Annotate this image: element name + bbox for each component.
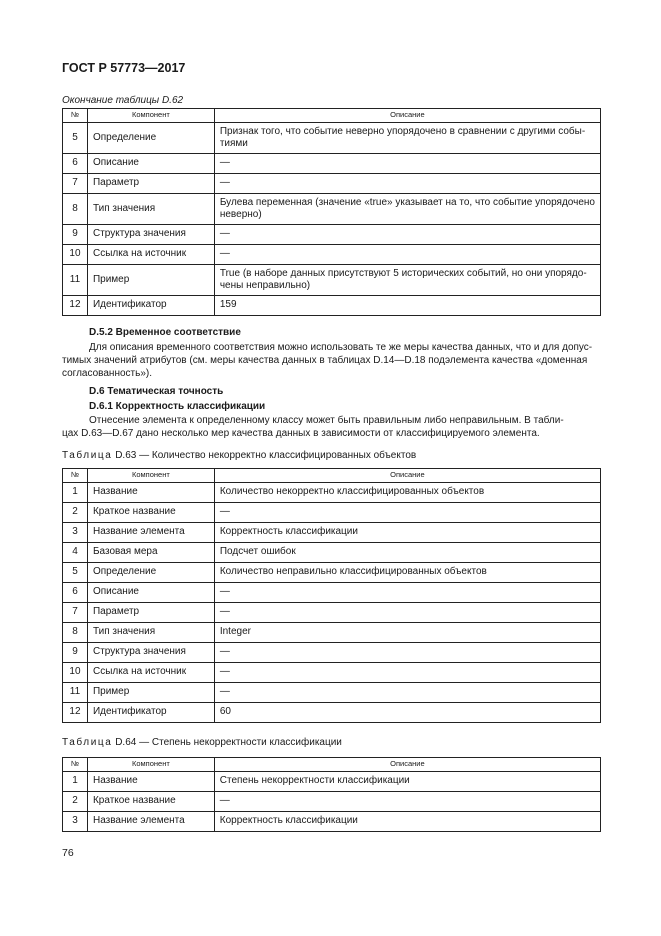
row-component: Пример: [87, 265, 214, 296]
document-header: ГОСТ Р 57773—2017: [62, 61, 186, 75]
table-row: [63, 503, 601, 523]
row-description: [214, 194, 600, 225]
row-number: 11: [63, 683, 88, 703]
row-number: 6: [63, 583, 88, 603]
row-description: —: [214, 792, 600, 812]
table-row: [63, 683, 601, 703]
row-component: Параметр: [87, 174, 214, 194]
row-component: Параметр: [87, 603, 214, 623]
row-description: 60: [214, 703, 600, 723]
row-description: Степень некорректности классификации: [214, 772, 600, 792]
row-component: Тип значения: [87, 623, 214, 643]
row-number: 5: [63, 123, 88, 154]
table3-caption: [62, 737, 342, 748]
row-number: 8: [63, 623, 88, 643]
row-component: Пример: [87, 683, 214, 703]
row-description: —: [214, 643, 600, 663]
row-number: 4: [63, 543, 88, 563]
table-row: [63, 523, 601, 543]
row-number: 3: [63, 523, 88, 543]
description-line: тиями: [219, 138, 248, 149]
row-description: —: [214, 683, 600, 703]
row-number: 6: [63, 154, 88, 174]
table-row: [63, 265, 601, 296]
description-line: True (в наборе данных присутствуют 5 исторических событий, но они упорядо-: [219, 267, 587, 279]
row-component: Тип значения: [87, 194, 214, 225]
row-number: 2: [63, 503, 88, 523]
row-description: 159: [214, 296, 600, 316]
row-description: Количество неправильно классифицированных объектов: [214, 563, 600, 583]
row-description: —: [214, 225, 600, 245]
row-component: Базовая мера: [87, 543, 214, 563]
page-number: 76: [62, 847, 74, 859]
row-description: Корректность классификации: [214, 523, 600, 543]
table-row: [63, 483, 601, 503]
row-component: Название: [87, 483, 214, 503]
table-row: [63, 225, 601, 245]
row-description: Количество некорректно классифицированных объектов: [214, 483, 600, 503]
caption-prefix: Таблица: [62, 737, 113, 748]
row-number: 7: [63, 603, 88, 623]
table-d62-end: [62, 108, 601, 316]
table-row: [63, 623, 601, 643]
col-header-num: №: [63, 469, 88, 483]
table-d63: [62, 468, 601, 723]
table-row: [63, 543, 601, 563]
row-component: Идентификатор: [87, 296, 214, 316]
row-description: —: [214, 603, 600, 623]
col-header-num: №: [63, 758, 88, 772]
section-d61-paragraph: [62, 414, 601, 440]
row-description: —: [214, 245, 600, 265]
row-description: —: [214, 503, 600, 523]
row-number: 3: [63, 812, 88, 832]
row-component: Структура значения: [87, 225, 214, 245]
row-number: 10: [63, 663, 88, 683]
table-row: [63, 296, 601, 316]
table-row: [63, 812, 601, 832]
col-header-component: Компонент: [87, 469, 214, 483]
row-number: 8: [63, 194, 88, 225]
row-number: 2: [63, 792, 88, 812]
row-number: 12: [63, 703, 88, 723]
table-row: [63, 663, 601, 683]
table-row: [63, 194, 601, 225]
row-number: 9: [63, 643, 88, 663]
paragraph-line: тимых значений атрибутов (см. меры качества данных в таблицах D.14—D.18 подэлемента качества «доменная: [62, 355, 588, 366]
row-description: —: [214, 663, 600, 683]
row-number: 5: [63, 563, 88, 583]
paragraph-line: согласованность»).: [62, 368, 152, 379]
table-row: [63, 603, 601, 623]
row-number: 10: [63, 245, 88, 265]
col-header-description: Описание: [214, 109, 600, 123]
col-header-component: Компонент: [87, 758, 214, 772]
row-description: [214, 265, 600, 296]
row-description: Integer: [214, 623, 600, 643]
row-description: —: [214, 583, 600, 603]
table-d64: [62, 757, 601, 832]
row-number: 9: [63, 225, 88, 245]
row-component: Краткое название: [87, 503, 214, 523]
row-component: Определение: [87, 123, 214, 154]
col-header-description: Описание: [214, 469, 600, 483]
row-component: Название: [87, 772, 214, 792]
row-component: Определение: [87, 563, 214, 583]
section-d6-heading: D.6 Тематическая точность: [89, 386, 224, 397]
row-number: 12: [63, 296, 88, 316]
table-row: [63, 583, 601, 603]
paragraph-line: цах D.63—D.67 дано несколько мер качества данных в зависимости от классифицируемого элемента.: [62, 428, 540, 439]
table-row: [63, 563, 601, 583]
table2-caption: [62, 450, 416, 461]
row-description: —: [214, 154, 600, 174]
caption-text: D.63 — Количество некорректно классифицированных объектов: [112, 450, 417, 461]
row-component: Структура значения: [87, 643, 214, 663]
table-row: [63, 772, 601, 792]
table-row: [63, 703, 601, 723]
col-header-component: Компонент: [87, 109, 214, 123]
row-component: Название элемента: [87, 812, 214, 832]
row-component: Краткое название: [87, 792, 214, 812]
row-description: —: [214, 174, 600, 194]
caption-prefix: Таблица: [62, 450, 113, 461]
row-number: 1: [63, 483, 88, 503]
row-component: Описание: [87, 154, 214, 174]
row-component: Ссылка на источник: [87, 245, 214, 265]
row-description: [214, 123, 600, 154]
row-number: 7: [63, 174, 88, 194]
table-row: [63, 154, 601, 174]
caption-text: D.64 — Степень некорректности классификации: [112, 737, 342, 748]
table-row: [63, 174, 601, 194]
section-d61-heading: D.6.1 Корректность классификации: [89, 401, 266, 412]
row-description: Корректность классификации: [214, 812, 600, 832]
description-line: неверно): [219, 209, 262, 220]
table1-caption: Окончание таблицы D.62: [62, 95, 184, 106]
col-header-num: №: [63, 109, 88, 123]
row-component: Название элемента: [87, 523, 214, 543]
row-component: Идентификатор: [87, 703, 214, 723]
col-header-description: Описание: [214, 758, 600, 772]
row-number: 1: [63, 772, 88, 792]
row-component: Ссылка на источник: [87, 663, 214, 683]
table-row: [63, 123, 601, 154]
row-component: Описание: [87, 583, 214, 603]
description-line: Булева переменная (значение «true» указывает на то, что событие упорядочено: [219, 196, 595, 208]
table-row: [63, 792, 601, 812]
row-description: Подсчет ошибок: [214, 543, 600, 563]
table-row: [63, 643, 601, 663]
description-line: Признак того, что событие неверно упорядочено в сравнении с другими собы-: [219, 125, 586, 137]
table-row: [63, 245, 601, 265]
paragraph-line: Для описания временного соответствия можно использовать те же меры качества данных, что и для допус-: [89, 342, 593, 353]
section-d52-paragraph: [62, 341, 601, 380]
row-number: 11: [63, 265, 88, 296]
description-line: чены неправильно): [219, 280, 311, 291]
section-d52-heading: D.5.2 Временное соответствие: [89, 327, 241, 338]
paragraph-line: Отнесение элемента к определенному классу может быть правильным либо неправильным. В табли-: [89, 415, 564, 426]
